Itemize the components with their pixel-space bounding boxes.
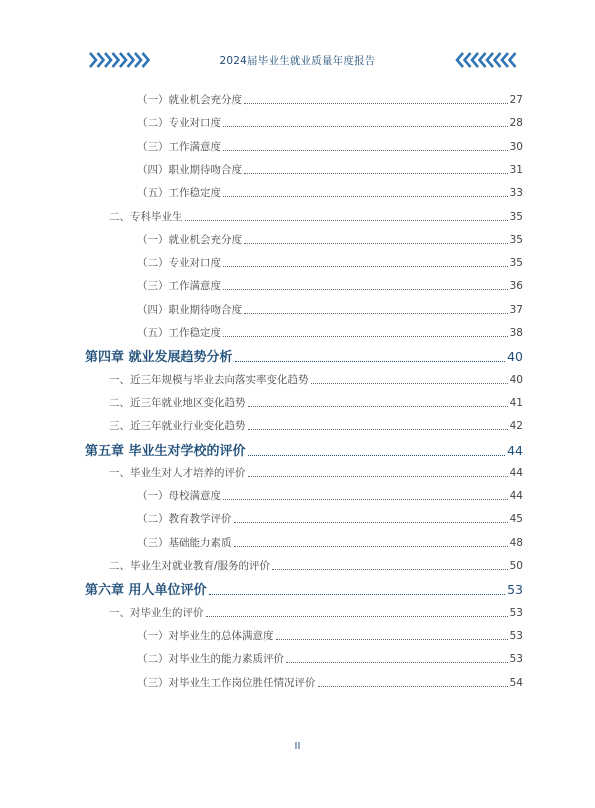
- toc-entry-label: （五）工作稳定度: [137, 187, 221, 200]
- toc-entry-page: 31: [509, 163, 523, 176]
- toc-leader-dots: [223, 499, 508, 500]
- chevron-stroke: [487, 53, 493, 67]
- toc-entry-label: （三）工作满意度: [137, 140, 221, 153]
- toc-leader-dots: [185, 220, 508, 221]
- toc-entry[interactable]: [109, 558, 523, 573]
- toc-leader-dots: [244, 313, 508, 314]
- toc-leader-dots: [248, 455, 506, 456]
- toc-entry[interactable]: [137, 511, 523, 526]
- toc-entry[interactable]: [109, 372, 523, 387]
- toc-chapter-entry[interactable]: [85, 440, 523, 459]
- toc-entry-label: 第五章 毕业生对学校的评价: [85, 443, 246, 459]
- toc-leader-dots: [248, 406, 508, 407]
- toc-entry-label: （一）对毕业生的总体满意度: [137, 629, 274, 642]
- toc-entry[interactable]: [137, 325, 523, 340]
- toc-entry[interactable]: [137, 535, 523, 550]
- chevron-stroke: [465, 53, 471, 67]
- toc-entry-page: 50: [509, 560, 523, 572]
- toc-entry-label: 三、近三年就业行业变化趋势: [109, 420, 246, 433]
- chevron-left-icon: [455, 52, 521, 68]
- chevron-stroke: [510, 53, 516, 67]
- chevron-stroke: [457, 53, 463, 67]
- toc-entry-label: 二、近三年就业地区变化趋势: [109, 396, 246, 409]
- toc-entry-label: （二）对毕业生的能力素质评价: [137, 653, 284, 666]
- toc-entry[interactable]: [137, 162, 523, 177]
- toc-entry-page: 40: [507, 349, 523, 365]
- toc-entry-label: 第六章 用人单位评价: [85, 583, 207, 599]
- toc-leader-dots: [223, 266, 508, 267]
- toc-entry-page: 44: [507, 442, 523, 458]
- toc-leader-dots: [234, 522, 508, 523]
- toc-entry-label: （一）就业机会充分度: [137, 94, 242, 106]
- toc-leader-dots: [223, 126, 508, 127]
- toc-leader-dots: [206, 616, 508, 617]
- toc-leader-dots: [223, 289, 508, 290]
- toc-entry-label: （四）职业期待吻合度: [137, 163, 242, 176]
- toc-entry[interactable]: [109, 465, 523, 480]
- chevron-stroke: [495, 53, 501, 67]
- toc-leader-dots: [235, 361, 506, 362]
- toc-entry-label: 一、毕业生对人才培养的评价: [109, 466, 246, 479]
- toc-entry[interactable]: [137, 628, 523, 643]
- toc-entry-page: 35: [509, 257, 523, 270]
- page-number: II: [294, 741, 301, 752]
- toc-entry-page: 44: [509, 490, 523, 503]
- toc-entry-page: 27: [509, 94, 523, 106]
- header-title: 2024届毕业生就业质量年度报告: [219, 55, 376, 67]
- toc-entry-page: 45: [509, 513, 523, 526]
- toc-entry-page: 30: [509, 140, 523, 153]
- toc-entry[interactable]: [137, 92, 523, 107]
- toc-leader-dots: [209, 594, 506, 595]
- toc-entry-page: 42: [509, 420, 523, 433]
- toc-entry-page: 38: [509, 327, 523, 339]
- toc-entry[interactable]: [137, 488, 523, 503]
- chevron-stroke: [480, 53, 486, 67]
- toc-entry[interactable]: [109, 605, 523, 620]
- toc-entry-page: 36: [509, 280, 523, 293]
- toc-entry-label: （一）就业机会充分度: [137, 233, 242, 246]
- toc-entry-page: 28: [509, 117, 523, 130]
- toc-entry-page: 33: [509, 187, 523, 200]
- toc-entry-page: 53: [509, 653, 523, 666]
- toc-entry[interactable]: [137, 675, 523, 690]
- toc-entry[interactable]: [109, 395, 523, 410]
- toc-leader-dots: [223, 150, 508, 151]
- toc-entry-label: 二、毕业生对就业教育/服务的评价: [109, 560, 271, 572]
- toc-entry-label: （三）基础能力素质: [137, 536, 232, 549]
- toc-entry-label: 一、对毕业生的评价: [109, 606, 204, 619]
- toc-entry-page: 53: [509, 629, 523, 642]
- toc-leader-dots: [248, 429, 508, 430]
- chevron-stroke: [502, 53, 508, 67]
- toc-entry-label: （二）专业对口度: [137, 257, 221, 270]
- toc-entry[interactable]: [137, 232, 523, 247]
- toc-entry[interactable]: [109, 418, 523, 433]
- toc-leader-dots: [276, 639, 508, 640]
- toc-entry-label: （三）对毕业生工作岗位胜任情况评价: [137, 676, 316, 689]
- toc-entry-page: 35: [509, 210, 523, 223]
- toc-entry-page: 48: [509, 536, 523, 549]
- toc-chapter-entry[interactable]: [85, 579, 523, 598]
- toc-leader-dots: [244, 103, 508, 104]
- toc-entry[interactable]: [137, 651, 523, 666]
- toc-leader-dots: [223, 196, 508, 197]
- toc-entry[interactable]: [137, 185, 523, 200]
- toc-leader-dots: [311, 383, 508, 384]
- toc-entry-page: 54: [509, 676, 523, 689]
- toc-entry-label: （一）母校满意度: [137, 490, 221, 503]
- toc-entry-page: 44: [509, 466, 523, 479]
- toc-entry[interactable]: [137, 278, 523, 293]
- toc-leader-dots: [272, 569, 508, 570]
- toc-entry-label: 二、专科毕业生: [109, 210, 183, 223]
- toc-entry-page: 35: [509, 233, 523, 246]
- toc-entry[interactable]: [137, 302, 523, 317]
- toc-entry-label: （三）工作满意度: [137, 280, 221, 293]
- toc-entry-page: 53: [509, 606, 523, 619]
- toc-leader-dots: [286, 662, 508, 663]
- toc-entry[interactable]: [137, 255, 523, 270]
- chevron-stroke: [472, 53, 478, 67]
- toc-entry-label: （四）职业期待吻合度: [137, 303, 242, 316]
- page-header: [0, 46, 595, 74]
- toc-leader-dots: [223, 336, 508, 337]
- toc-leader-dots: [318, 686, 508, 687]
- toc-entry-page: 41: [509, 396, 523, 409]
- toc-entry-page: 40: [509, 373, 523, 386]
- toc-entry-label: 一、近三年规模与毕业去向落实率变化趋势: [109, 373, 309, 386]
- toc-leader-dots: [248, 476, 508, 477]
- toc-entry-label: （五）工作稳定度: [137, 327, 221, 339]
- toc-entry[interactable]: [137, 139, 523, 154]
- toc-entry-label: （二）专业对口度: [137, 117, 221, 130]
- toc-leader-dots: [244, 243, 508, 244]
- toc-entry-label: 第四章 就业发展趋势分析: [85, 350, 233, 366]
- toc-entry-page: 37: [509, 303, 523, 316]
- toc-entry-label: （二）教育教学评价: [137, 513, 232, 526]
- toc-chapter-entry[interactable]: [85, 346, 523, 365]
- toc-entry[interactable]: [137, 115, 523, 130]
- toc-entry-page: 53: [507, 582, 523, 598]
- toc-leader-dots: [244, 173, 508, 174]
- toc-leader-dots: [234, 546, 508, 547]
- toc-entry[interactable]: [109, 209, 523, 224]
